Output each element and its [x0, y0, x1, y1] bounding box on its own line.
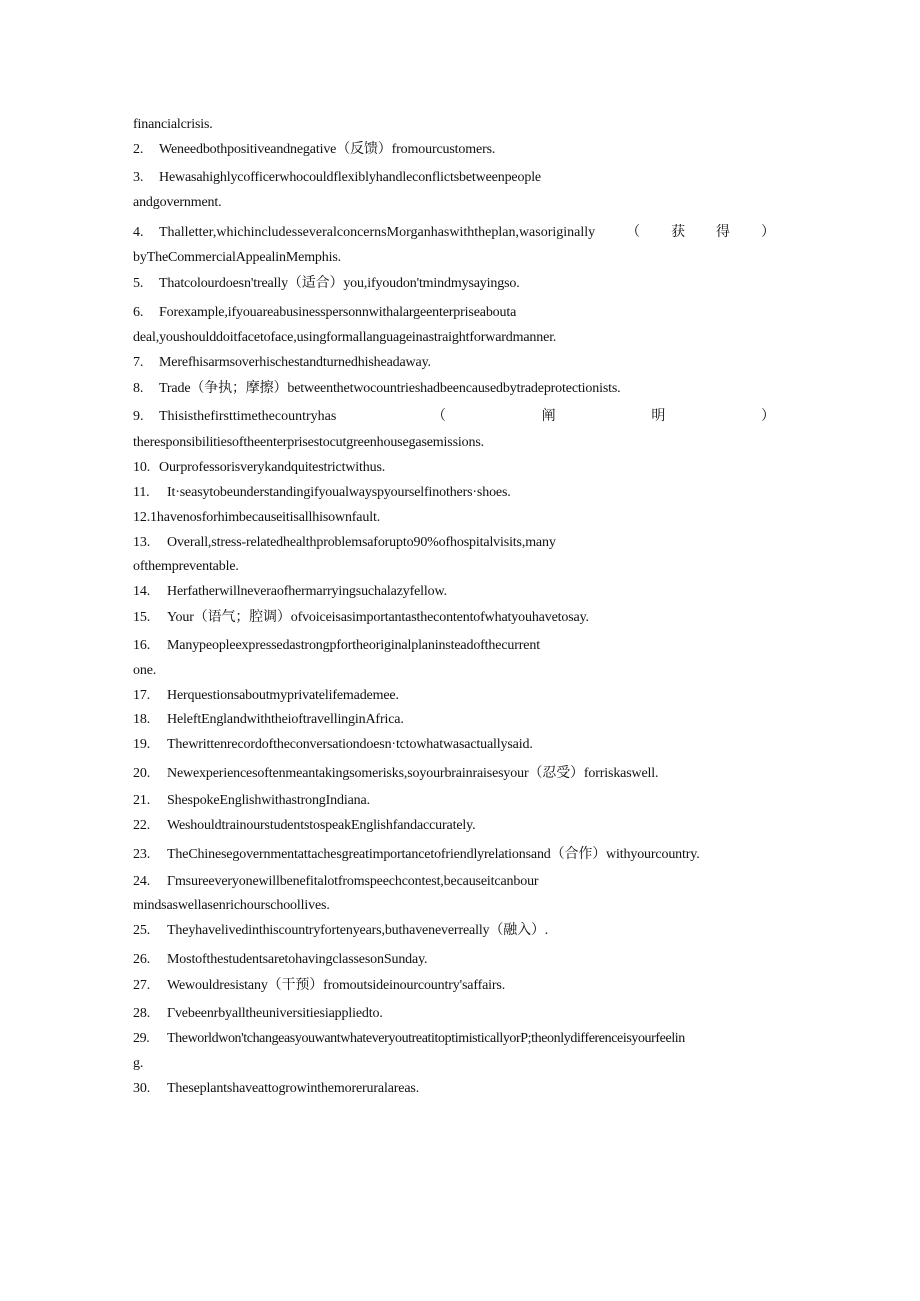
item-number: 21.	[133, 793, 151, 808]
item-6-continuation	[133, 329, 556, 347]
item-text: mindsaswellasenrichourschoollives.	[133, 898, 330, 913]
item-number: 15.	[133, 610, 151, 625]
item-text: ShespokeEnglishwithastrongIndiana.	[167, 793, 370, 808]
item-4-continuation	[133, 249, 341, 267]
item-number: 30.	[133, 1081, 151, 1096]
item-number: 10.	[133, 460, 151, 475]
item-text: ofthempreventable.	[133, 559, 239, 574]
item-18	[133, 711, 404, 729]
item-number: 24.	[133, 874, 151, 889]
item-15	[133, 609, 589, 627]
hint-char-1: 获	[671, 225, 686, 240]
item-text: Herfatherwillneveraofhermarryingsuchalazyfellow.	[167, 584, 447, 599]
item-5	[133, 275, 520, 293]
item-text: WeshouldtrainourstudentstospeakEnglishfandaccurately.	[167, 818, 476, 833]
line-text: financialcrisis.	[133, 117, 213, 132]
item-16	[133, 637, 540, 655]
item-text: one.	[133, 663, 157, 678]
item-number: 17.	[133, 688, 151, 703]
item-number: 3.	[133, 170, 144, 185]
item-30	[133, 1080, 419, 1098]
item-29-continuation	[133, 1055, 143, 1073]
item-text: Thatcolourdoesn'treally（适合）you,ifyoudon'tmindmysayingso.	[159, 276, 520, 291]
item-9	[133, 408, 775, 426]
item-13-continuation	[133, 558, 239, 576]
item-number: 2.	[133, 142, 144, 157]
item-text: Γmsureeveryonewillbenefitalotfromspeechcontest,becauseitcanbour	[167, 874, 539, 889]
line-1-continuation	[133, 116, 213, 134]
item-8	[133, 380, 621, 398]
item-28	[133, 1005, 383, 1023]
item-22	[133, 817, 475, 835]
item-6	[133, 304, 516, 322]
item-24-continuation	[133, 897, 330, 915]
item-text: andgovernment.	[133, 195, 222, 210]
item-9-continuation	[133, 434, 484, 452]
item-24	[133, 873, 538, 891]
item-25	[133, 922, 548, 940]
item-number: 5.	[133, 276, 144, 291]
item-text: Wewouldresistany（干预）fromoutsideinourcountry'saffairs.	[167, 978, 506, 993]
item-number: 23.	[133, 847, 151, 862]
item-9-text-wrap	[133, 408, 336, 426]
item-text: MostofthestudentsaretohavingclassesonSunday.	[167, 952, 428, 967]
item-20	[133, 765, 658, 783]
item-number: 20.	[133, 766, 151, 781]
paren-open: （	[431, 409, 446, 424]
item-2	[133, 141, 495, 159]
item-7	[133, 354, 431, 372]
item-29	[133, 1030, 685, 1048]
item-text: Weneedbothpositiveandnegative（反馈）fromourcustomers.	[159, 142, 496, 157]
item-14	[133, 583, 447, 601]
item-23	[133, 846, 700, 864]
item-12	[133, 509, 380, 527]
item-number: 18.	[133, 712, 151, 727]
item-text: It·seasytobeunderstandingifyoualwayspyourselfinothers·shoes.	[167, 485, 511, 500]
item-13	[133, 534, 556, 552]
paren-close: ）	[760, 225, 775, 240]
item-number: 27.	[133, 978, 151, 993]
item-number: 19.	[133, 737, 151, 752]
hint-char-2: 明	[651, 409, 666, 424]
item-3-continuation	[133, 194, 221, 212]
item-text: Thisisthefirsttimethecountryhas	[159, 409, 337, 424]
item-number: 4.	[133, 225, 144, 240]
item-text: Forexample,ifyouareabusinesspersonnwithalargeenterpriseabouta	[159, 305, 517, 320]
item-number: 25.	[133, 923, 151, 938]
item-19	[133, 736, 533, 754]
item-text: g.	[133, 1056, 144, 1071]
item-27	[133, 977, 505, 995]
item-text: Theworldwon'tchangeasyouwantwhateveryoutreatitoptimisticallyorP;theonlydifferenceisyourfeelin	[167, 1031, 685, 1046]
paren-close: ）	[760, 409, 775, 424]
item-text: Thalletter,whichincludesseveralconcernsMorganhaswiththeplan,wasoriginally	[159, 225, 596, 240]
item-text: Your（语气；腔调）ofvoiceisasimportantasthecontentofwhatyouhavetosay.	[167, 610, 589, 625]
item-4-text-wrap	[133, 224, 595, 242]
item-number: 28.	[133, 1006, 151, 1021]
item-number: 6.	[133, 305, 144, 320]
item-text: 12.1havenosforhimbecauseitisallhisownfault.	[133, 510, 381, 525]
item-number: 8.	[133, 381, 144, 396]
item-text: Trade（争执；摩擦）betweenthetwocountrieshadbeencausedbytradeprotectionists.	[159, 381, 621, 396]
item-number: 22.	[133, 818, 151, 833]
item-text: TheChinesegovernmentattachesgreatimportancetofriendlyrelationsand（合作）withyourcountry.	[167, 847, 700, 862]
item-21	[133, 792, 370, 810]
item-3	[133, 169, 541, 187]
item-11	[133, 484, 511, 502]
item-number: 29.	[133, 1031, 150, 1046]
item-number: 11.	[133, 485, 150, 500]
hint-char-1: 阐	[541, 409, 556, 424]
item-number: 7.	[133, 355, 144, 370]
item-text: deal,youshoulddoitfacetoface,usingformallanguageinastraightforwardmanner.	[133, 330, 557, 345]
item-number: 14.	[133, 584, 151, 599]
item-16-continuation	[133, 662, 156, 680]
item-text: Hewasahighlycofficerwhocouldflexiblyhandleconflictsbetweenpeople	[159, 170, 541, 185]
item-text: Γvebeenrbyalltheuniversitiesiappliedto.	[167, 1006, 383, 1021]
item-17	[133, 687, 399, 705]
item-number: 26.	[133, 952, 151, 967]
item-26	[133, 951, 427, 969]
item-4	[133, 224, 775, 242]
item-text: Manypeopleexpressedastrongpfortheoriginalplaninsteadofthecurrent	[167, 638, 540, 653]
item-text: Overall,stress-relatedhealthproblemsaforupto90%ofhospitalvisits,many	[167, 535, 556, 550]
item-text: Thewrittenrecordoftheconversationdoesn·tctowhatwasactuallysaid.	[167, 737, 533, 752]
hint-char-2: 得	[716, 225, 731, 240]
item-text: HeleftEnglandwiththeioftravellinginAfrica.	[167, 712, 404, 727]
item-text: Theyhavelivedinthiscountryfortenyears,buthaveneverreally（融入）.	[167, 923, 549, 938]
item-number: 16.	[133, 638, 151, 653]
item-text: Herquestionsaboutmyprivatelifemademee.	[167, 688, 399, 703]
item-text: Merefhisarmsoverhischestandturnedhisheadaway.	[159, 355, 431, 370]
item-text: byTheCommercialAppealinMemphis.	[133, 250, 342, 265]
item-10	[133, 459, 385, 477]
item-number: 13.	[133, 535, 151, 550]
item-number: 9.	[133, 409, 144, 424]
paren-open: （	[626, 225, 641, 240]
item-text: Newexperiencesoftenmeantakingsomerisks,soyourbrainraisesyour（忍受）forriskaswell.	[167, 766, 659, 781]
item-text: Ourprofessorisverykandquitestrictwithus.	[159, 460, 386, 475]
item-text: Theseplantshaveattogrowinthemoreruralareas.	[167, 1081, 420, 1096]
item-text: theresponsibilitiesoftheenterprisestocutgreenhousegasemissions.	[133, 435, 484, 450]
